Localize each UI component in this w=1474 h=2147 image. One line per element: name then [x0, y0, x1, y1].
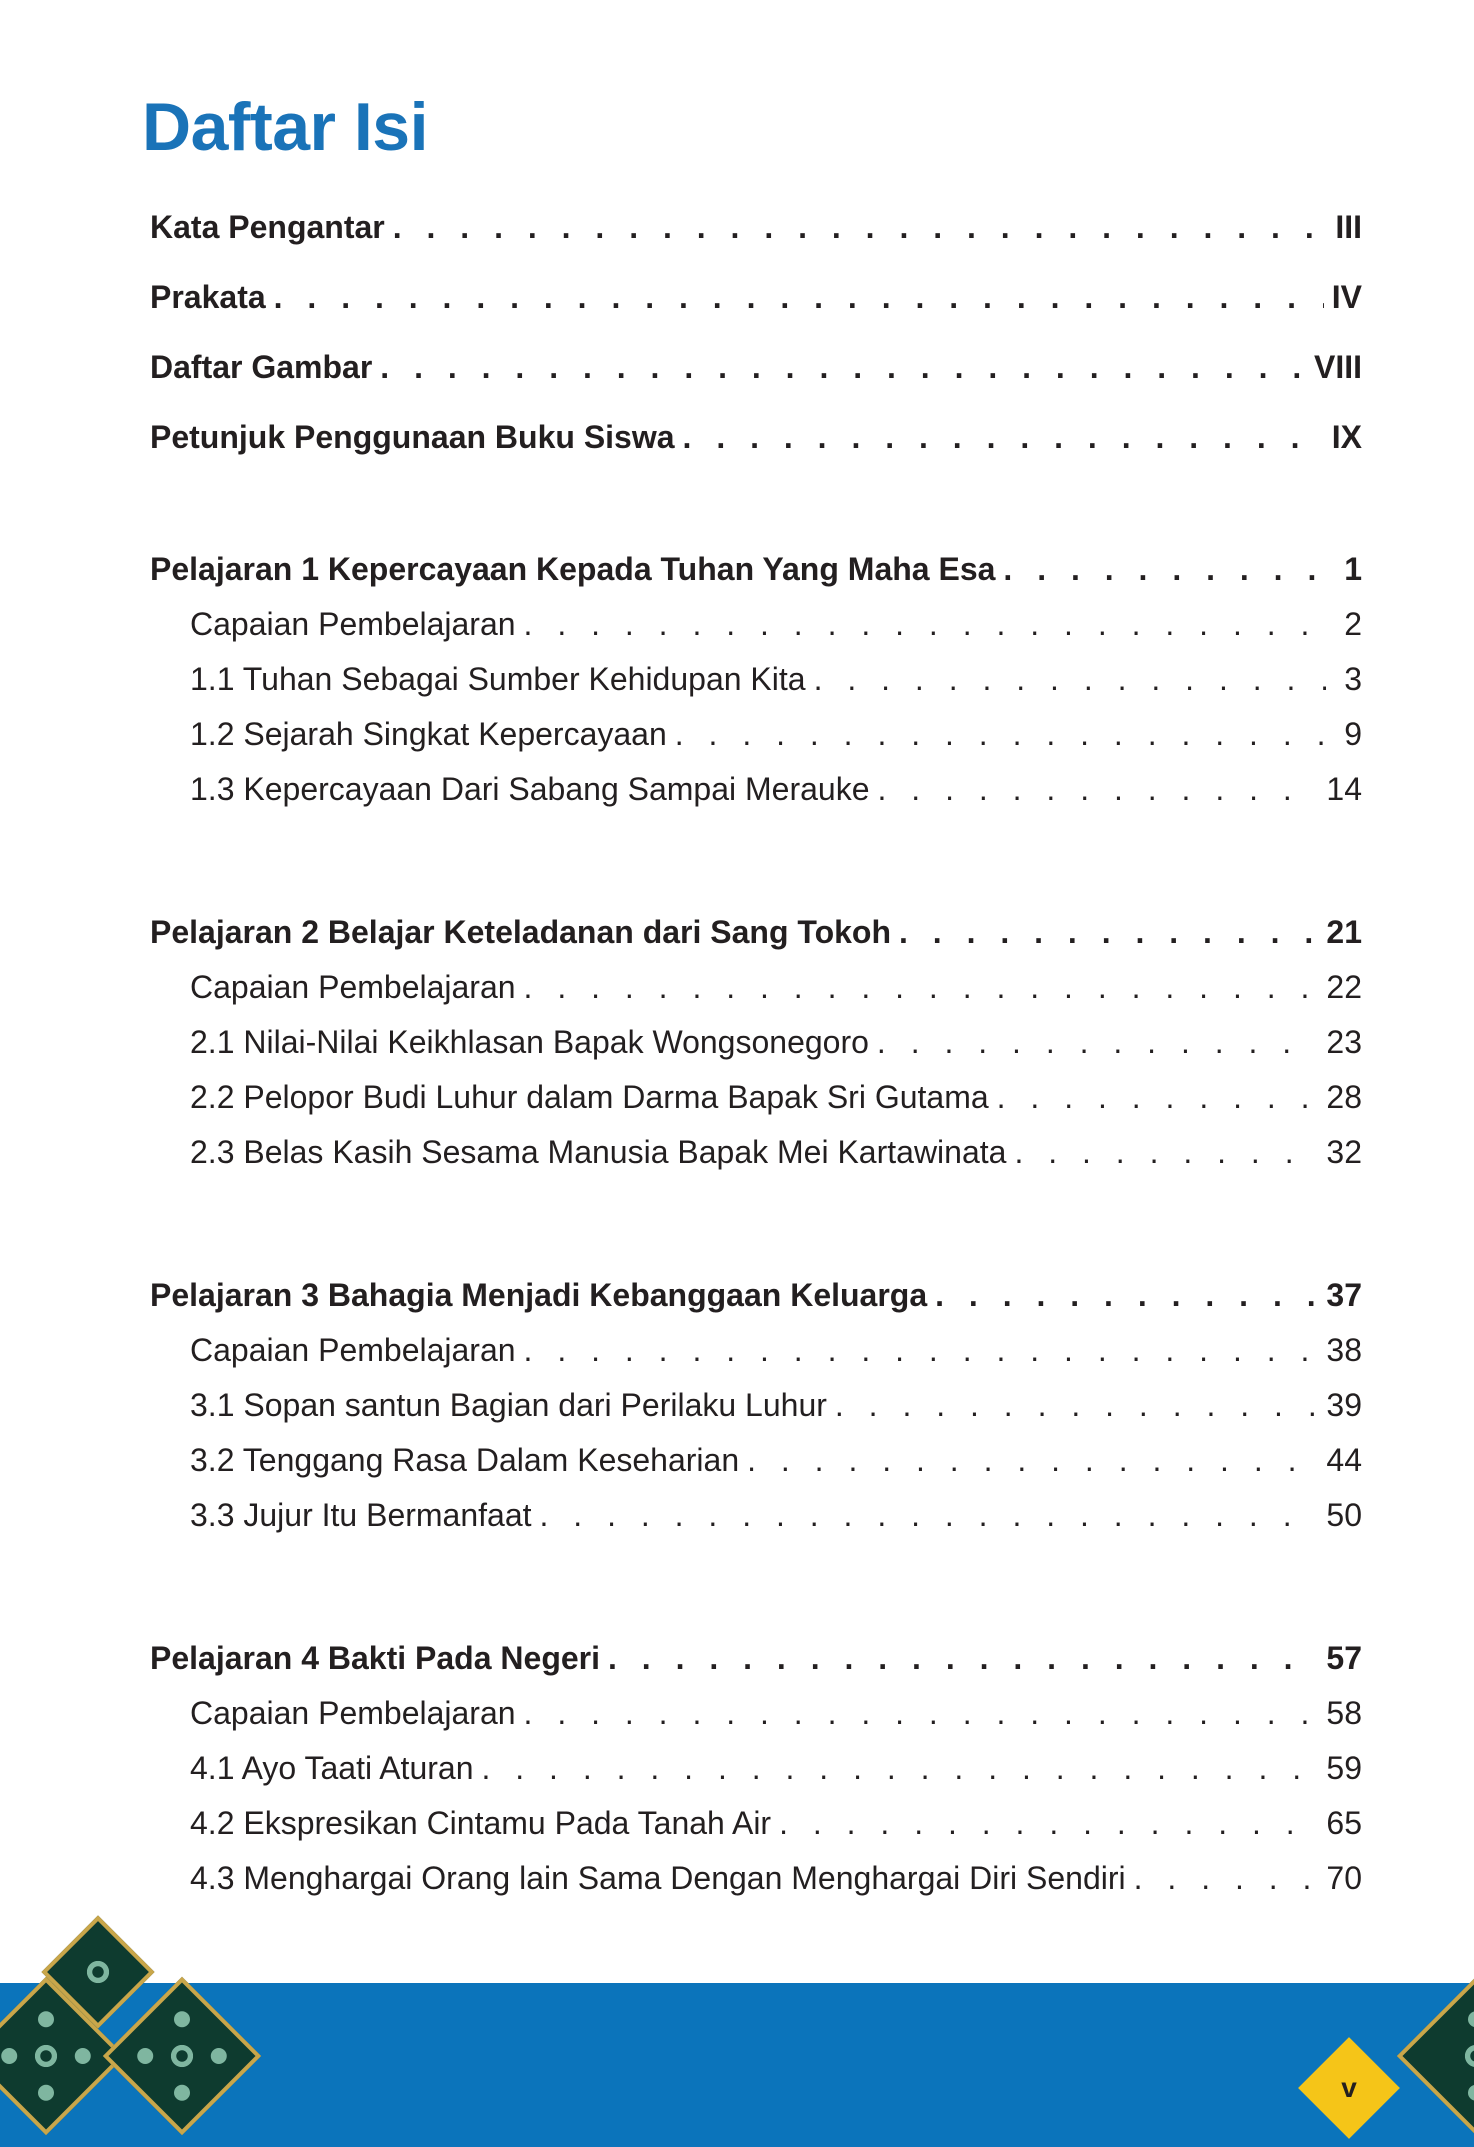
toc-section[interactable]	[150, 1015, 1362, 1070]
dot-leader	[675, 707, 1326, 762]
dot-leader	[997, 1070, 1319, 1125]
toc-section-page: 32	[1326, 1134, 1362, 1170]
toc-section[interactable]	[150, 1488, 1362, 1543]
dot-leader	[524, 1323, 1319, 1378]
toc-section-page: 9	[1344, 716, 1362, 752]
dot-leader	[877, 1015, 1319, 1070]
toc-section[interactable]	[150, 1686, 1362, 1741]
toc-entry-prakata[interactable]	[150, 262, 1362, 332]
toc-section-page: 58	[1326, 1695, 1362, 1731]
toc-chapter-3[interactable]	[150, 1268, 1362, 1323]
toc-section-label: 4.3 Menghargai Orang lain Sama Dengan Menghargai Diri Sendiri	[190, 1860, 1126, 1896]
toc-section[interactable]	[150, 1796, 1362, 1851]
toc-chapter-page: 21	[1326, 914, 1362, 950]
toc-section[interactable]	[150, 960, 1362, 1015]
toc-section-label: 3.1 Sopan santun Bagian dari Perilaku Luhur	[190, 1387, 827, 1423]
toc-chapter-label: Pelajaran 4 Bakti Pada Negeri	[150, 1640, 600, 1676]
toc-section-label: 4.1 Ayo Taati Aturan	[190, 1750, 474, 1786]
toc-section-page: 39	[1326, 1387, 1362, 1423]
toc-entry-page: IV	[1331, 279, 1362, 315]
toc-section[interactable]	[150, 762, 1362, 817]
toc-section[interactable]	[150, 652, 1362, 707]
toc-chapter-page: 1	[1344, 551, 1362, 587]
toc-section-label: 3.2 Tenggang Rasa Dalam Keseharian	[190, 1442, 740, 1478]
dot-leader	[524, 960, 1319, 1015]
toc-chapter-2[interactable]	[150, 905, 1362, 960]
toc-section[interactable]	[150, 597, 1362, 652]
toc-entry-label: Petunjuk Penggunaan Buku Siswa	[150, 419, 675, 455]
dot-leader	[540, 1488, 1319, 1543]
toc-section[interactable]	[150, 1070, 1362, 1125]
toc-section[interactable]	[150, 1378, 1362, 1433]
section-gap	[150, 817, 1362, 905]
page-number: v	[1341, 2072, 1357, 2103]
toc-chapter-label: Pelajaran 3 Bahagia Menjadi Kebanggaan Keluarga	[150, 1277, 928, 1313]
toc-section-label: 2.1 Nilai-Nilai Keikhlasan Bapak Wongsonegoro	[190, 1024, 869, 1060]
section-gap	[150, 472, 1362, 542]
toc-section-label: Capaian Pembelajaran	[190, 606, 516, 642]
dot-leader	[380, 332, 1306, 402]
toc-section[interactable]	[150, 1433, 1362, 1488]
toc-section-label: 1.1 Tuhan Sebagai Sumber Kehidupan Kita	[190, 661, 806, 697]
toc-section[interactable]	[150, 1741, 1362, 1796]
toc-section-page: 3	[1344, 661, 1362, 697]
toc-section-page: 70	[1326, 1860, 1362, 1896]
dot-leader	[524, 597, 1326, 652]
toc-chapter-1[interactable]	[150, 542, 1362, 597]
toc-section-page: 59	[1326, 1750, 1362, 1786]
toc-chapter-page: 37	[1326, 1277, 1362, 1313]
dot-leader	[899, 905, 1318, 960]
toc-chapter-4[interactable]	[150, 1631, 1362, 1686]
toc-section-page: 2	[1344, 606, 1362, 642]
toc-section-label: Capaian Pembelajaran	[190, 1332, 516, 1368]
toc-chapter-label: Pelajaran 1 Kepercayaan Kepada Tuhan Yang Maha Esa	[150, 551, 996, 587]
dot-leader	[747, 1433, 1318, 1488]
toc-entry-page: IX	[1331, 419, 1362, 455]
toc-section[interactable]	[150, 1125, 1362, 1180]
toc-entry-petunjuk[interactable]	[150, 402, 1362, 472]
toc-section[interactable]	[150, 707, 1362, 762]
section-gap	[150, 1180, 1362, 1268]
section-gap	[150, 1543, 1362, 1631]
dot-leader	[779, 1796, 1318, 1851]
toc-section[interactable]	[150, 1323, 1362, 1378]
dot-leader	[608, 1631, 1318, 1686]
table-of-contents	[150, 192, 1362, 1906]
toc-section-page: 50	[1326, 1497, 1362, 1533]
toc-section-label: 3.3 Jujur Itu Bermanfaat	[190, 1497, 532, 1533]
toc-section-page: 28	[1326, 1079, 1362, 1115]
toc-entry-label: Kata Pengantar	[150, 209, 385, 245]
toc-entry-daftar-gambar[interactable]	[150, 332, 1362, 402]
toc-section-label: 2.3 Belas Kasih Sesama Manusia Bapak Mei Kartawinata	[190, 1134, 1007, 1170]
dot-leader	[481, 1741, 1318, 1796]
dot-leader	[835, 1378, 1319, 1433]
toc-section[interactable]	[150, 1851, 1362, 1906]
dot-leader	[1014, 1125, 1318, 1180]
toc-section-label: 1.2 Sejarah Singkat Kepercayaan	[190, 716, 667, 752]
toc-section-page: 38	[1326, 1332, 1362, 1368]
toc-section-label: Capaian Pembelajaran	[190, 1695, 516, 1731]
toc-section-page: 22	[1326, 969, 1362, 1005]
dot-leader	[524, 1686, 1319, 1741]
toc-section-page: 14	[1326, 771, 1362, 807]
toc-section-label: 1.3 Kepercayaan Dari Sabang Sampai Merauke	[190, 771, 870, 807]
toc-section-label: Capaian Pembelajaran	[190, 969, 516, 1005]
dot-leader	[1134, 1851, 1319, 1906]
toc-chapter-page: 57	[1326, 1640, 1362, 1676]
toc-entry-label: Prakata	[150, 279, 266, 315]
toc-entry-kata-pengantar[interactable]	[150, 192, 1362, 262]
toc-section-page: 23	[1326, 1024, 1362, 1060]
toc-chapter-label: Pelajaran 2 Belajar Keteladanan dari Sang Tokoh	[150, 914, 891, 950]
dot-leader	[274, 262, 1324, 332]
toc-section-label: 2.2 Pelopor Budi Luhur dalam Darma Bapak Sri Gutama	[190, 1079, 989, 1115]
dot-leader	[878, 762, 1319, 817]
page-title: Daftar Isi	[142, 89, 428, 165]
toc-section-page: 44	[1326, 1442, 1362, 1478]
dot-leader	[814, 652, 1326, 707]
dot-leader	[935, 1268, 1318, 1323]
dot-leader	[1003, 542, 1326, 597]
toc-section-label: 4.2 Ekspresikan Cintamu Pada Tanah Air	[190, 1805, 772, 1841]
toc-entry-label: Daftar Gambar	[150, 349, 373, 385]
dot-leader	[393, 192, 1326, 262]
toc-entry-page: III	[1335, 209, 1362, 245]
toc-section-page: 65	[1326, 1805, 1362, 1841]
toc-entry-page: VIII	[1313, 349, 1362, 385]
dot-leader	[683, 402, 1324, 472]
